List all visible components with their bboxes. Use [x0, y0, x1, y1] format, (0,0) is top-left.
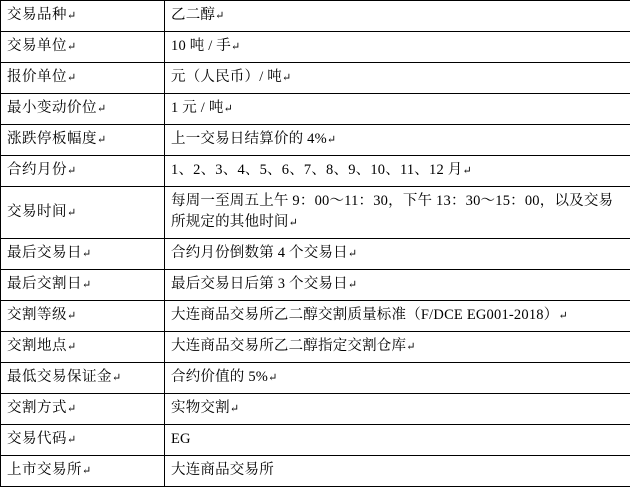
row-value-text: 大连商品交易所: [171, 462, 274, 479]
row-label-text: 交易时间: [7, 203, 67, 220]
paragraph-mark-icon: ↵: [462, 165, 472, 178]
row-value: [165, 363, 630, 394]
table-row: [1, 394, 630, 425]
paragraph-mark-icon: ↵: [67, 341, 77, 354]
table-row: [1, 332, 630, 363]
row-value-text: 合约月份倒数第 4 个交易日: [171, 245, 348, 262]
row-label: [1, 394, 165, 425]
paragraph-mark-icon: ↵: [67, 206, 77, 219]
paragraph-mark-icon: ↵: [558, 310, 568, 323]
row-value-text: 合约价值的 5%: [171, 369, 269, 386]
row-value: [165, 456, 630, 487]
row-value: [165, 239, 630, 270]
row-value-text: 大连商品交易所乙二醇交割质量标准（F/DCE EG001-2018）: [171, 307, 559, 324]
row-label: [1, 301, 165, 332]
row-label: [1, 1, 165, 32]
row-value: [165, 125, 630, 156]
table-row: [1, 156, 630, 187]
row-label: [1, 187, 165, 239]
row-label-text: 合约月份: [7, 162, 67, 179]
row-value-text: 实物交割: [171, 400, 230, 417]
paragraph-mark-icon: ↵: [231, 41, 241, 54]
row-label-text: 交易单位: [7, 38, 67, 55]
row-value: [165, 425, 630, 456]
table-row: [1, 456, 630, 487]
paragraph-mark-icon: ↵: [82, 279, 92, 292]
row-label-text: 最后交割日: [7, 276, 82, 293]
row-label-text: 涨跌停板幅度: [7, 131, 97, 148]
row-label-text: 交易品种: [7, 7, 67, 23]
row-value: [165, 301, 630, 332]
paragraph-mark-icon: ↵: [229, 403, 240, 416]
row-value-text: 最后交易日后第 3 个交易日: [171, 276, 348, 293]
row-value: [165, 63, 630, 94]
row-value-text: EG: [171, 431, 191, 448]
row-value: [165, 32, 630, 63]
row-label: [1, 425, 165, 456]
row-label: [1, 63, 165, 94]
row-label: [1, 125, 165, 156]
paragraph-mark-icon: ↵: [288, 217, 299, 230]
row-label-text: 交割方式: [7, 400, 67, 417]
paragraph-mark-icon: ↵: [268, 372, 278, 385]
table-row: [1, 425, 630, 456]
table-row: [1, 363, 630, 394]
row-label-text: 报价单位: [7, 69, 67, 86]
paragraph-mark-icon: ↵: [97, 103, 107, 116]
row-value-text: 乙二醇: [171, 7, 216, 23]
paragraph-mark-icon: ↵: [67, 403, 77, 416]
paragraph-mark-icon: ↵: [67, 72, 77, 85]
table-row: [1, 63, 630, 94]
paragraph-mark-icon: ↵: [223, 103, 233, 116]
row-label-text: 最后交易日: [7, 245, 82, 262]
table-row: [1, 32, 630, 63]
table-row: [1, 125, 630, 156]
row-value: [165, 270, 630, 301]
row-value: [165, 156, 630, 187]
row-value: [165, 1, 630, 32]
row-label: [1, 32, 165, 63]
paragraph-mark-icon: ↵: [326, 134, 337, 147]
paragraph-mark-icon: ↵: [347, 248, 358, 261]
table-row: [1, 94, 630, 125]
paragraph-mark-icon: ↵: [112, 372, 122, 385]
row-label-text: 最低交易保证金: [7, 369, 112, 386]
paragraph-mark-icon: ↵: [67, 310, 77, 323]
table-row: [1, 239, 630, 270]
row-value-text: 1 元 / 吨: [171, 100, 224, 117]
row-value: [165, 394, 630, 425]
paragraph-mark-icon: ↵: [97, 134, 107, 147]
row-label: [1, 156, 165, 187]
row-label: [1, 363, 165, 394]
paragraph-mark-icon: ↵: [67, 41, 77, 54]
paragraph-mark-icon: ↵: [281, 72, 292, 85]
paragraph-mark-icon: ↵: [67, 434, 77, 447]
table-row: [1, 1, 630, 32]
paragraph-mark-icon: ↵: [82, 248, 92, 261]
row-value-text: 大连商品交易所乙二醇指定交割仓库: [171, 338, 407, 355]
table-row: [1, 187, 630, 239]
paragraph-mark-icon: ↵: [347, 279, 358, 292]
row-value-text: 10 吨 / 手: [171, 38, 232, 55]
paragraph-mark-icon: ↵: [406, 341, 416, 354]
row-label-text: 交割地点: [7, 338, 67, 355]
row-value-text: 元（人民币）/ 吨: [171, 69, 282, 86]
row-value-text: 1、2、3、4、5、6、7、8、9、10、11、12 月: [171, 162, 463, 179]
row-label: [1, 456, 165, 487]
paragraph-mark-icon: ↵: [67, 10, 77, 22]
row-value: [165, 94, 630, 125]
row-label-text: 上市交易所: [7, 462, 82, 479]
row-label-text: 最小变动价位: [7, 100, 97, 117]
row-label: [1, 332, 165, 363]
paragraph-mark-icon: ↵: [215, 10, 225, 22]
row-label: [1, 94, 165, 125]
table-row: [1, 301, 630, 332]
row-label: [1, 270, 165, 301]
paragraph-mark-icon: ↵: [82, 465, 92, 478]
row-label-text: 交割等级: [7, 307, 67, 324]
table-row: [1, 270, 630, 301]
row-label-text: 交易代码: [7, 431, 67, 448]
table-body: [1, 1, 630, 487]
row-value-text: 每周一至周五上午 9：00～11：30，下午 13：30～15：00，以及交易所规定的其他时间: [171, 193, 614, 231]
row-value-text: 上一交易日结算价的 4%: [171, 131, 327, 148]
row-label: [1, 239, 165, 270]
row-value: [165, 332, 630, 363]
row-value: [165, 187, 630, 239]
paragraph-mark-icon: ↵: [67, 165, 77, 178]
